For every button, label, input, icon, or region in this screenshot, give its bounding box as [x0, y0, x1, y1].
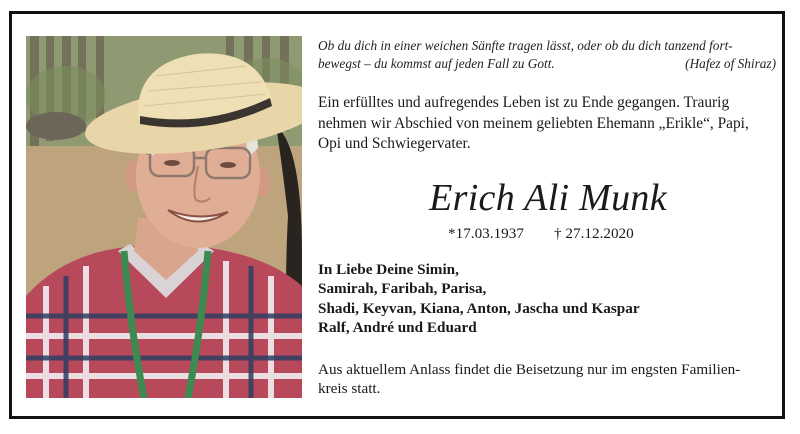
mourners-list [318, 260, 778, 338]
poem-quote [318, 37, 776, 72]
portrait-photo [26, 36, 302, 398]
quote-line-2: bewegst – du kommst auf jeden Fall zu Gott. [318, 55, 555, 71]
quote-line-1: Ob du dich in einer weichen Sänfte tragen lässt, oder ob du dich tanzend fort- [318, 38, 733, 53]
intro-line-1: Ein erfülltes und aufregendes Leben ist zu Ende gegangen. Traurig [318, 94, 730, 111]
intro-line-2: nehmen wir Abschied von meinem geliebten Ehemann „Erikle“, Papi, [318, 114, 749, 132]
mourners-line-3: Shadi, Keyvan, Kiana, Anton, Jascha und Kaspar [318, 299, 640, 317]
mourners-line-2: Samirah, Faribah, Parisa, [318, 280, 487, 298]
mourners-line-4: Ralf, André und Eduard [318, 319, 477, 337]
birth-date: *17.03.1937 [448, 225, 524, 242]
note-line-2: kreis statt. [318, 380, 381, 398]
intro-text [318, 93, 778, 155]
quote-attribution: (Hafez of Shiraz) [685, 55, 776, 71]
mourners-line-1: In Liebe Deine Simin, [318, 261, 459, 278]
note-line-1: Aus aktuellem Anlass findet die Beisetzung nur im engsten Familien- [318, 361, 741, 378]
deceased-name: Erich Ali Munk [429, 177, 667, 219]
burial-note [318, 360, 778, 399]
intro-line-3: Opi und Schwiegervater. [318, 135, 471, 152]
death-date: † 27.12.2020 [554, 225, 634, 242]
